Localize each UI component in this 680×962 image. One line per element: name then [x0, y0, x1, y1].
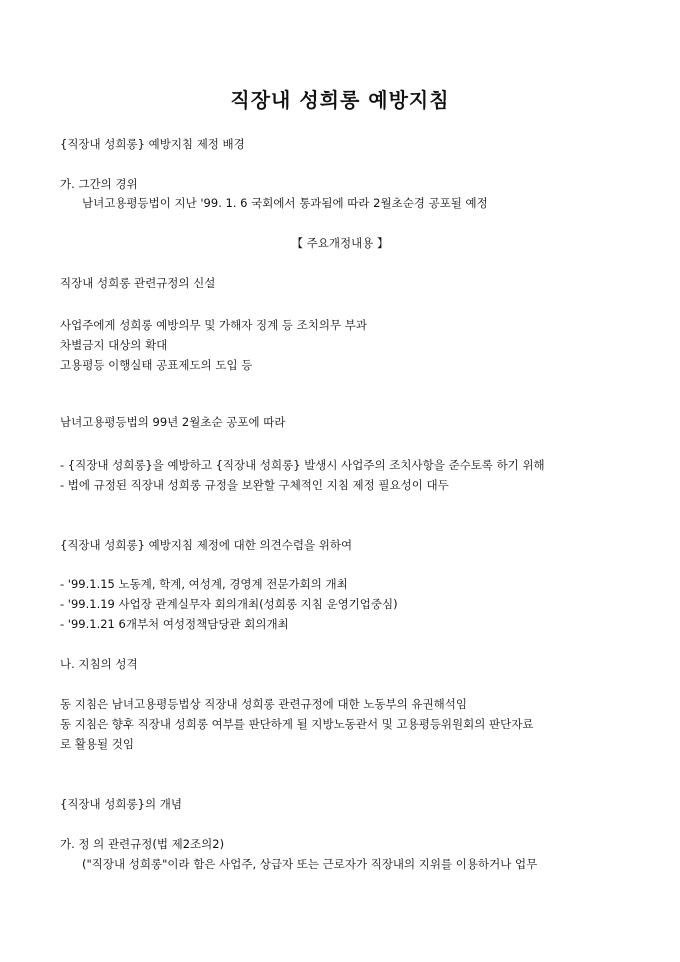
paragraph-text: {직장내 성희롱} 예방지침 제정에 대한 의견수렴을 위하여 [60, 538, 353, 552]
paragraph-text: 동 지침은 남녀고용평등법상 직장내 성희롱 관련규정에 대한 노동부의 유권해석임 [60, 697, 467, 711]
history-text: 남녀고용평등법이 지난 '99. 1. 6 국회에서 통과됨에 따라 2월초순경 공포될 예정 [82, 196, 488, 210]
definition-text: ("직장내 성희롱"이라 함은 사업주, 상급자 또는 근로자가 직장내의 지위를 이용하거나 업무 [82, 857, 538, 871]
paragraph-text: 동 지침은 향후 직장내 성희롱 여부를 판단하게 될 지방노동관서 및 고용평등위원회의 판단자료 [60, 717, 534, 731]
revision-item-text: 차별금지 대상의 확대 [60, 338, 168, 352]
bullet-item: - '99.1.21 6개부처 여성정책담당관 회의개최 [60, 617, 289, 631]
subsection-heading-history: 가. 그간의 경위 [60, 177, 138, 191]
document-title: 직장내 성희롱 예방지침 [230, 88, 450, 112]
bullet-item: - 법에 규정된 직장내 성희롱 규정을 보완할 구체적인 지침 제정 필요성이 대두 [60, 478, 449, 492]
key-revision-heading: 【 주요개정내용 】 [291, 236, 389, 250]
revision-item-text: 고용평등 이행실태 공표제도의 도입 등 [60, 358, 253, 372]
paragraph-text: 남녀고용평등법의 99년 2월초순 공포에 따라 [60, 415, 286, 429]
subsection-heading-nature: 나. 지침의 성격 [60, 657, 138, 671]
bullet-item: - {직장내 성희롱}을 예방하고 {직장내 성희롱} 발생시 사업주의 조치사항을 준수토록 하기 위해 [60, 458, 545, 472]
bullet-item: - '99.1.15 노동계, 학계, 여성계, 경영계 전문가회의 개최 [60, 577, 348, 591]
revision-item-text: 직장내 성희롱 관련규정의 신설 [60, 276, 216, 290]
section-heading-concept: {직장내 성희롱}의 개념 [60, 797, 182, 811]
section-heading-background: {직장내 성희롱} 예방지침 제정 배경 [60, 137, 245, 151]
subsection-heading-definition: 가. 정 의 관련규정(법 제2조의2) [60, 837, 225, 851]
revision-item-text: 사업주에게 성희롱 예방의무 및 가해자 징계 등 조치의무 부과 [60, 318, 367, 332]
paragraph-text: 로 활용될 것임 [60, 737, 134, 751]
bullet-item: - '99.1.19 사업장 관계실무자 회의개최(성희롱 지침 운영기업중심) [60, 597, 398, 611]
